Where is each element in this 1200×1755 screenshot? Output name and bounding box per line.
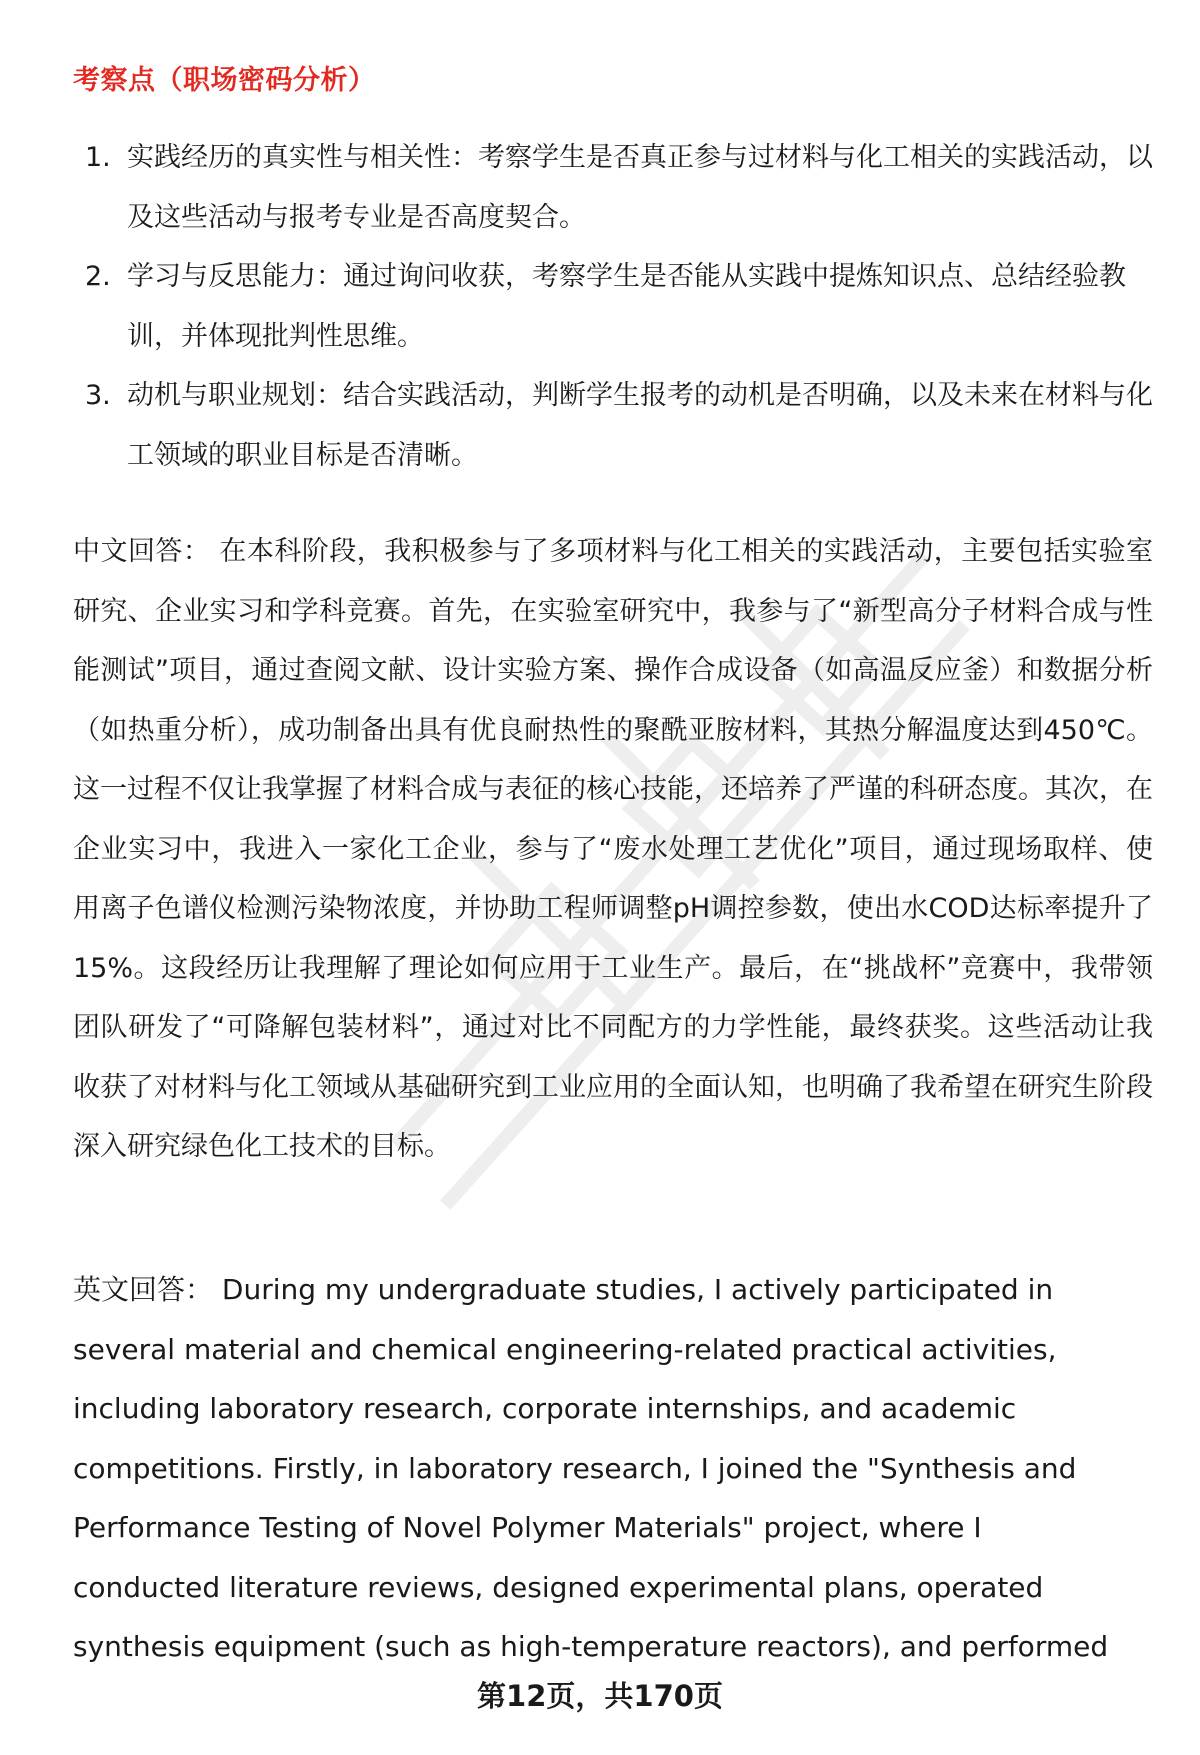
list-item-number: 3. (85, 380, 111, 411)
list-item (73, 247, 1153, 366)
list-item-text: 学习与反思能力：通过询问收获，考察学生是否能从实践中提炼知识点、总结经验教训，并体现批判性思维。 (127, 261, 1126, 352)
list-item-text: 动机与职业规划：结合实践活动，判断学生报考的动机是否明确，以及未来在材料与化工领域的职业目标是否清晰。 (127, 380, 1153, 471)
page-number-footer: 第12页，共170页 (477, 1679, 723, 1713)
list-item-number: 2. (85, 261, 111, 292)
chinese-answer-label: 中文回答： (73, 536, 211, 567)
list-item (73, 366, 1153, 485)
english-answer-label: 英文回答： (73, 1273, 214, 1306)
list-item-text: 实践经历的真实性与相关性：考察学生是否真正参与过材料与化工相关的实践活动，以及这些活动与报考专业是否高度契合。 (127, 142, 1153, 233)
chinese-answer-text: 在本科阶段，我积极参与了多项材料与化工相关的实践活动，主要包括实验室研究、企业实习和学科竞赛。首先，在实验室研究中，我参与了“新型高分子材料合成与性能测试”项目，通过查阅文献、设计实验方案、操作合成设备（如高温反应釜）和数据分析（如热重分析），成功制备出具有优良耐热性的聚酰亚胺材料，其热分解温度达到450℃。这一过程不仅让我掌握了材料合成与表征的核心技能，还培养了严谨的科研态度。其次，在企业实习中，我进入一家化工企业，参与了“废水处理工艺优化”项目，通过现场取样、使用离子色谱仪检测污染物浓度，并协助工程师调整pH调控参数，使出水COD达标率提升了15%。这段经历让我理解了理论如何应用于工业生产。最后，在“挑战杯”竞赛中，我带领团队研发了“可降解包装材料”，通过对比不同配方的力学性能，最终获奖。这些活动让我收获了对材料与化工领域从基础研究到工业应用的全面认知，也明确了我希望在研究生阶段深入研究绿色化工技术的目标。 (73, 536, 1154, 1162)
section-title: 考察点（职场密码分析） (73, 65, 376, 96)
english-answer-paragraph (73, 1260, 1133, 1677)
chinese-answer-paragraph (73, 522, 1153, 1177)
english-answer-text: During my undergraduate studies, I actively participated in several material and chemical engineering-related practical activities, including laboratory research, corporate internships, and academic competitions. Firstly, in laboratory research, I joined the "Synthesis and Performance Testing of Novel Polymer Materials" project, where I conducted literature reviews, designed experimental plans, operated synthesis equipment (such as high-temperature reactors), and performed (73, 1273, 1109, 1663)
list-item-number: 1. (85, 142, 111, 173)
list-item (73, 128, 1153, 247)
assessment-points-list (73, 128, 1153, 485)
